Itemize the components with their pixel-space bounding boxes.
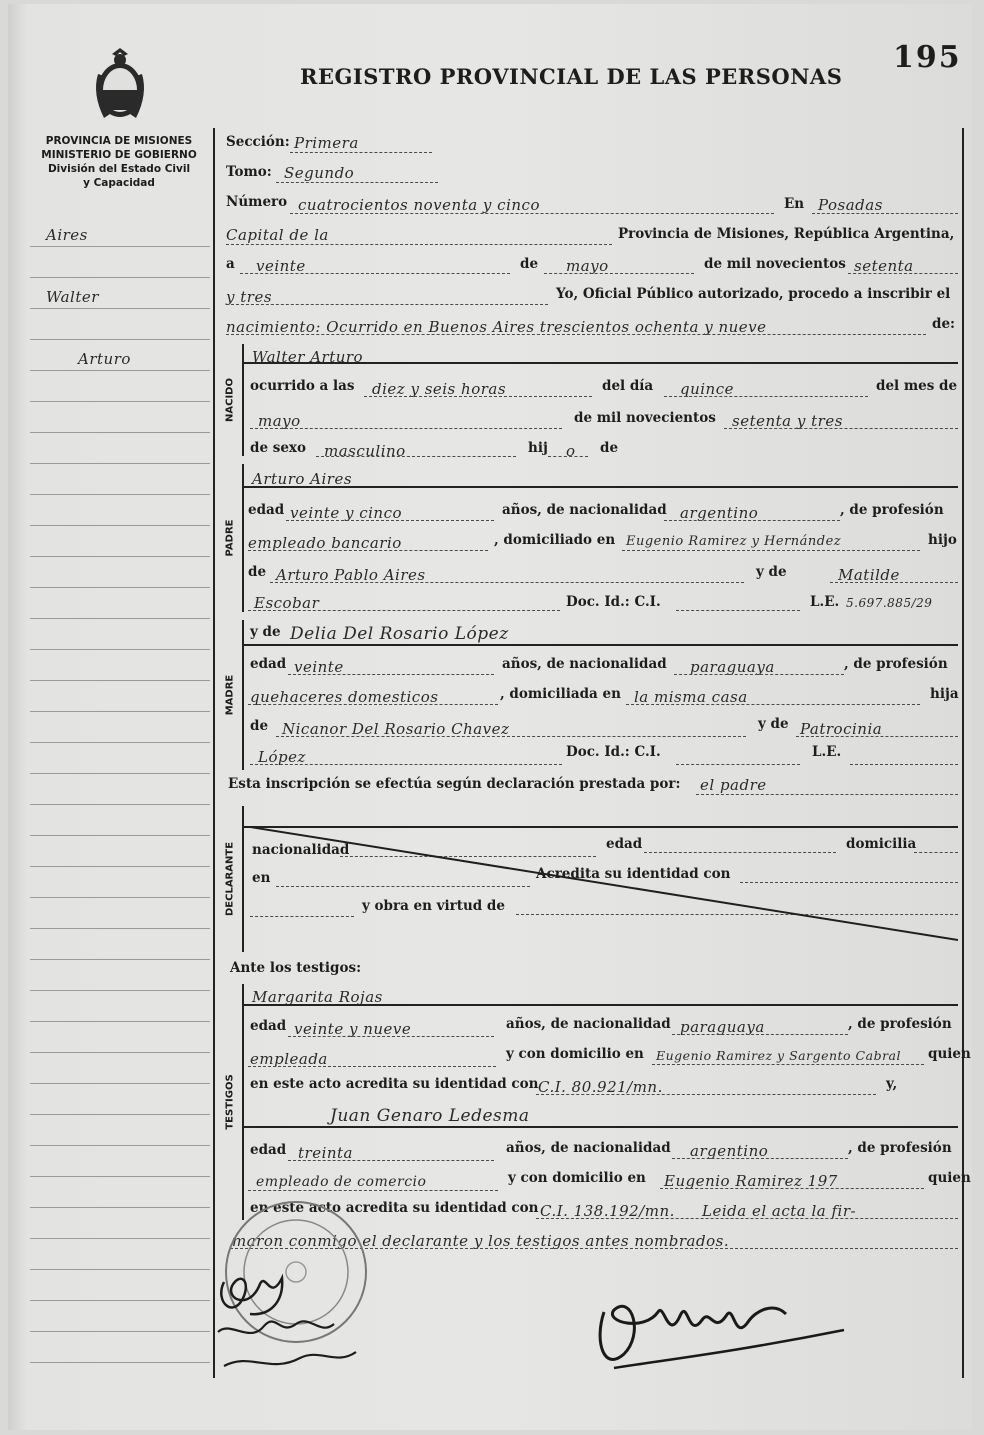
t1-edad-label: edad bbox=[250, 1018, 287, 1034]
padre-y-de-label: y de bbox=[756, 564, 787, 580]
t2-acredita-label: en este acto acredita su identidad con bbox=[250, 1200, 539, 1216]
yo-label: Yo, Oficial Público autorizado, procedo a inscribir el bbox=[556, 286, 951, 302]
de-mil2-label: de mil novecientos bbox=[574, 410, 716, 426]
margin-second-name: Arturo bbox=[78, 350, 131, 368]
hora-value: diez y seis horas bbox=[372, 380, 507, 398]
margin-rule bbox=[30, 370, 210, 371]
t1-nac-label: años, de nacionalidad bbox=[506, 1016, 671, 1032]
padre-nac-label: años, de nacionalidad bbox=[502, 502, 667, 518]
madre-nac-value: paraguaya bbox=[690, 658, 775, 676]
witness-signatures bbox=[210, 1262, 380, 1392]
madre-nombre: Delia Del Rosario López bbox=[290, 624, 509, 644]
anio1-value: setenta bbox=[854, 257, 914, 275]
section-testigos: TESTIGOS bbox=[224, 1074, 236, 1130]
margin-rule bbox=[30, 835, 210, 836]
t1-acredita-label: en este acto acredita su identidad con bbox=[250, 1076, 539, 1092]
numero-value: cuatrocientos noventa y cinco bbox=[298, 196, 540, 214]
right-border bbox=[962, 128, 964, 1378]
margin-rule bbox=[30, 277, 210, 278]
padre-padre-value: Arturo Pablo Aires bbox=[276, 566, 426, 584]
margin-rule bbox=[30, 1083, 210, 1084]
t1-prof-value: empleada bbox=[250, 1050, 328, 1068]
margin-rule bbox=[30, 432, 210, 433]
madre-edad-value: veinte bbox=[294, 658, 344, 676]
t1-ci-value: C.I. 80.921/mn. bbox=[538, 1078, 663, 1096]
declarante-value: el padre bbox=[700, 776, 767, 794]
margin-rule bbox=[30, 742, 210, 743]
section-padre: PADRE bbox=[224, 519, 236, 557]
margin-rule bbox=[30, 1362, 210, 1363]
madre-edad-label: edad bbox=[250, 656, 287, 672]
page-number: 195 bbox=[893, 40, 962, 75]
margin-rule bbox=[30, 897, 210, 898]
margin-rule bbox=[30, 1052, 210, 1053]
margin-surname: Aires bbox=[46, 226, 88, 244]
t1-nombre: Margarita Rojas bbox=[252, 988, 383, 1006]
madre-padre-value: Nicanor Del Rosario Chavez bbox=[282, 720, 510, 738]
margin-rule bbox=[30, 1207, 210, 1208]
margin-rule bbox=[30, 990, 210, 991]
margin-rule bbox=[30, 618, 210, 619]
t2-nombre: Juan Genaro Ledesma bbox=[330, 1106, 530, 1126]
nacido-nombre: Walter Arturo bbox=[252, 348, 364, 366]
section-declarante: DECLARANTE bbox=[224, 841, 236, 917]
decl-en-label: en bbox=[252, 870, 271, 886]
t2-nac-value: argentino bbox=[690, 1142, 769, 1160]
t1-y-label: y, bbox=[886, 1076, 898, 1092]
t2-edad-label: edad bbox=[250, 1142, 287, 1158]
hij-suffix: o bbox=[566, 442, 576, 460]
numero-label: Número bbox=[226, 194, 288, 210]
dia-nac-value: quince bbox=[680, 380, 734, 398]
t1-quien-label: quien bbox=[928, 1046, 971, 1062]
en-value: Posadas bbox=[818, 196, 883, 214]
cierre-linea1: Leida el acta la fir- bbox=[702, 1202, 857, 1220]
register-title: REGISTRO PROVINCIAL DE LAS PERSONAS bbox=[300, 64, 843, 89]
margin-rule bbox=[30, 1300, 210, 1301]
t1-edad-value: veinte y nueve bbox=[294, 1020, 412, 1038]
t1-nac-value: paraguaya bbox=[680, 1018, 765, 1036]
margin-rule bbox=[30, 680, 210, 681]
hija-label: hija bbox=[930, 686, 959, 702]
en-label: En bbox=[784, 196, 805, 212]
madre-de-label: de bbox=[250, 718, 269, 734]
margin-rule bbox=[30, 587, 210, 588]
margin-rule bbox=[30, 649, 210, 650]
margin-rule bbox=[30, 1331, 210, 1332]
hij-label: hij bbox=[528, 440, 548, 456]
t2-ci-value: C.I. 138.192/mn. bbox=[540, 1202, 675, 1220]
decl-acredita-label: Acredita su identidad con bbox=[536, 866, 731, 882]
a-label: a bbox=[226, 256, 235, 272]
de-colon-label: de: bbox=[932, 316, 956, 332]
acta-value: nacimiento: Ocurrido en Buenos Aires trescientos ochenta y nueve bbox=[226, 318, 767, 336]
official-signature bbox=[584, 1272, 864, 1384]
madre-madre-apellido: López bbox=[258, 748, 306, 766]
margin-rule bbox=[30, 308, 210, 309]
margin-rule bbox=[30, 1145, 210, 1146]
hijo-label: hijo bbox=[928, 532, 957, 548]
t2-dom-value: Eugenio Ramirez 197 bbox=[664, 1172, 838, 1190]
coat-of-arms-emblem bbox=[88, 44, 152, 128]
madre-nac-label: años, de nacionalidad bbox=[502, 656, 667, 672]
del-mes-label: del mes de bbox=[876, 378, 958, 394]
margin-rule bbox=[30, 525, 210, 526]
decl-domicilia-label: domicilia bbox=[846, 836, 917, 852]
sexo-value: masculino bbox=[324, 442, 406, 460]
margin-rule bbox=[30, 246, 210, 247]
padre-edad-value: veinte y cinco bbox=[290, 504, 403, 522]
anio2-value: y tres bbox=[226, 288, 273, 306]
cancel-diagonal-line bbox=[244, 826, 958, 942]
section-nacido: NACIDO bbox=[224, 378, 236, 422]
ocurrido-label: ocurrido a las bbox=[250, 378, 355, 394]
madre-dom-value: la misma casa bbox=[634, 688, 748, 706]
province-label: PROVINCIA DE MISIONES bbox=[45, 135, 193, 147]
margin-rule bbox=[30, 1021, 210, 1022]
padre-madre-value: Matilde bbox=[838, 566, 900, 584]
padre-le-value: 5.697.885/29 bbox=[846, 596, 933, 610]
t2-dom-label: y con domicilio en bbox=[508, 1170, 646, 1186]
decl-nac-label: nacionalidad bbox=[252, 842, 350, 858]
margin-rule bbox=[30, 804, 210, 805]
padre-nac-value: argentino bbox=[680, 504, 759, 522]
t2-quien-label: quien bbox=[928, 1170, 971, 1186]
margin-rule bbox=[30, 773, 210, 774]
padre-edad-label: edad bbox=[248, 502, 285, 518]
capacity-label: y Capacidad bbox=[83, 177, 155, 189]
madre-prof-label: , de profesión bbox=[844, 656, 948, 672]
padre-prof-value: empleado bancario bbox=[248, 534, 402, 552]
decl-edad-label: edad bbox=[606, 836, 643, 852]
margin-rule bbox=[30, 463, 210, 464]
margin-rule bbox=[30, 494, 210, 495]
madre-le-label: L.E. bbox=[812, 744, 842, 760]
seccion-value: Primera bbox=[294, 134, 359, 152]
margin-rule bbox=[30, 401, 210, 402]
t1-prof-label: , de profesión bbox=[848, 1016, 952, 1032]
margin-rule bbox=[30, 339, 210, 340]
ministry-label: MINISTERIO DE GOBIERNO bbox=[41, 149, 197, 161]
padre-doc-label: Doc. Id.: C.I. bbox=[566, 594, 661, 610]
padre-nombre: Arturo Aires bbox=[252, 470, 353, 488]
decl-obra-label: y obra en virtud de bbox=[362, 898, 505, 914]
margin-rule bbox=[30, 1269, 210, 1270]
padre-madre-apellido: Escobar bbox=[254, 594, 320, 612]
anio-nac-value: setenta y tres bbox=[732, 412, 843, 430]
provincia-label: Provincia de Misiones, República Argentina, bbox=[618, 226, 955, 242]
testigos-label: Ante los testigos: bbox=[230, 960, 362, 976]
seccion-label: Sección: bbox=[226, 134, 290, 150]
de-label: de bbox=[520, 256, 539, 272]
margin-first-name: Walter bbox=[46, 288, 99, 306]
padre-le-label: L.E. bbox=[810, 594, 840, 610]
madre-y-de-label: y de bbox=[250, 624, 281, 640]
t1-dom-label: y con domicilio en bbox=[506, 1046, 644, 1062]
t2-prof-label: , de profesión bbox=[848, 1140, 952, 1156]
capital-value: Capital de la bbox=[226, 226, 329, 244]
madre-doc-label: Doc. Id.: C.I. bbox=[566, 744, 661, 760]
padre-dom-value: Eugenio Ramirez y Hernández bbox=[626, 534, 842, 549]
margin-rule bbox=[30, 1114, 210, 1115]
madre-y-de2-label: y de bbox=[758, 716, 789, 732]
t2-nac-label: años, de nacionalidad bbox=[506, 1140, 671, 1156]
cierre-linea2: maron conmigo el declarante y los testigos antes nombrados. bbox=[232, 1232, 730, 1250]
madre-dom-label: , domiciliada en bbox=[500, 686, 621, 702]
padre-dom-label: , domiciliado en bbox=[494, 532, 616, 548]
tomo-label: Tomo: bbox=[226, 164, 272, 180]
t1-dom-value: Eugenio Ramirez y Sargento Cabral bbox=[656, 1048, 901, 1063]
madre-prof-value: quehaceres domesticos bbox=[250, 688, 439, 706]
margin-rule bbox=[30, 1238, 210, 1239]
madre-madre-value: Patrocinia bbox=[800, 720, 883, 738]
de2-label: de bbox=[600, 440, 619, 456]
margin-divider bbox=[213, 128, 215, 1378]
mes-value: mayo bbox=[566, 257, 609, 275]
tomo-value: Segundo bbox=[284, 164, 355, 182]
padre-de-label: de bbox=[248, 564, 267, 580]
del-dia-label: del día bbox=[602, 378, 654, 394]
margin-rule bbox=[30, 556, 210, 557]
margin-rule bbox=[30, 866, 210, 867]
t2-edad-value: treinta bbox=[298, 1144, 354, 1162]
t2-prof-value: empleado de comercio bbox=[256, 1174, 427, 1190]
ministry-header bbox=[26, 134, 212, 190]
dia-value: veinte bbox=[256, 257, 306, 275]
margin-rule bbox=[30, 711, 210, 712]
mes-nac-value: mayo bbox=[258, 412, 301, 430]
margin-rule bbox=[30, 928, 210, 929]
section-madre: MADRE bbox=[224, 674, 236, 716]
margin-rule bbox=[30, 959, 210, 960]
de-mil-label: de mil novecientos bbox=[704, 256, 846, 272]
division-label: División del Estado Civil bbox=[47, 163, 191, 175]
padre-prof-label: , de profesión bbox=[840, 502, 944, 518]
inscripcion-label: Esta inscripción se efectúa según declaración prestada por: bbox=[228, 776, 681, 792]
de-sexo-label: de sexo bbox=[250, 440, 306, 456]
margin-rule bbox=[30, 1176, 210, 1177]
